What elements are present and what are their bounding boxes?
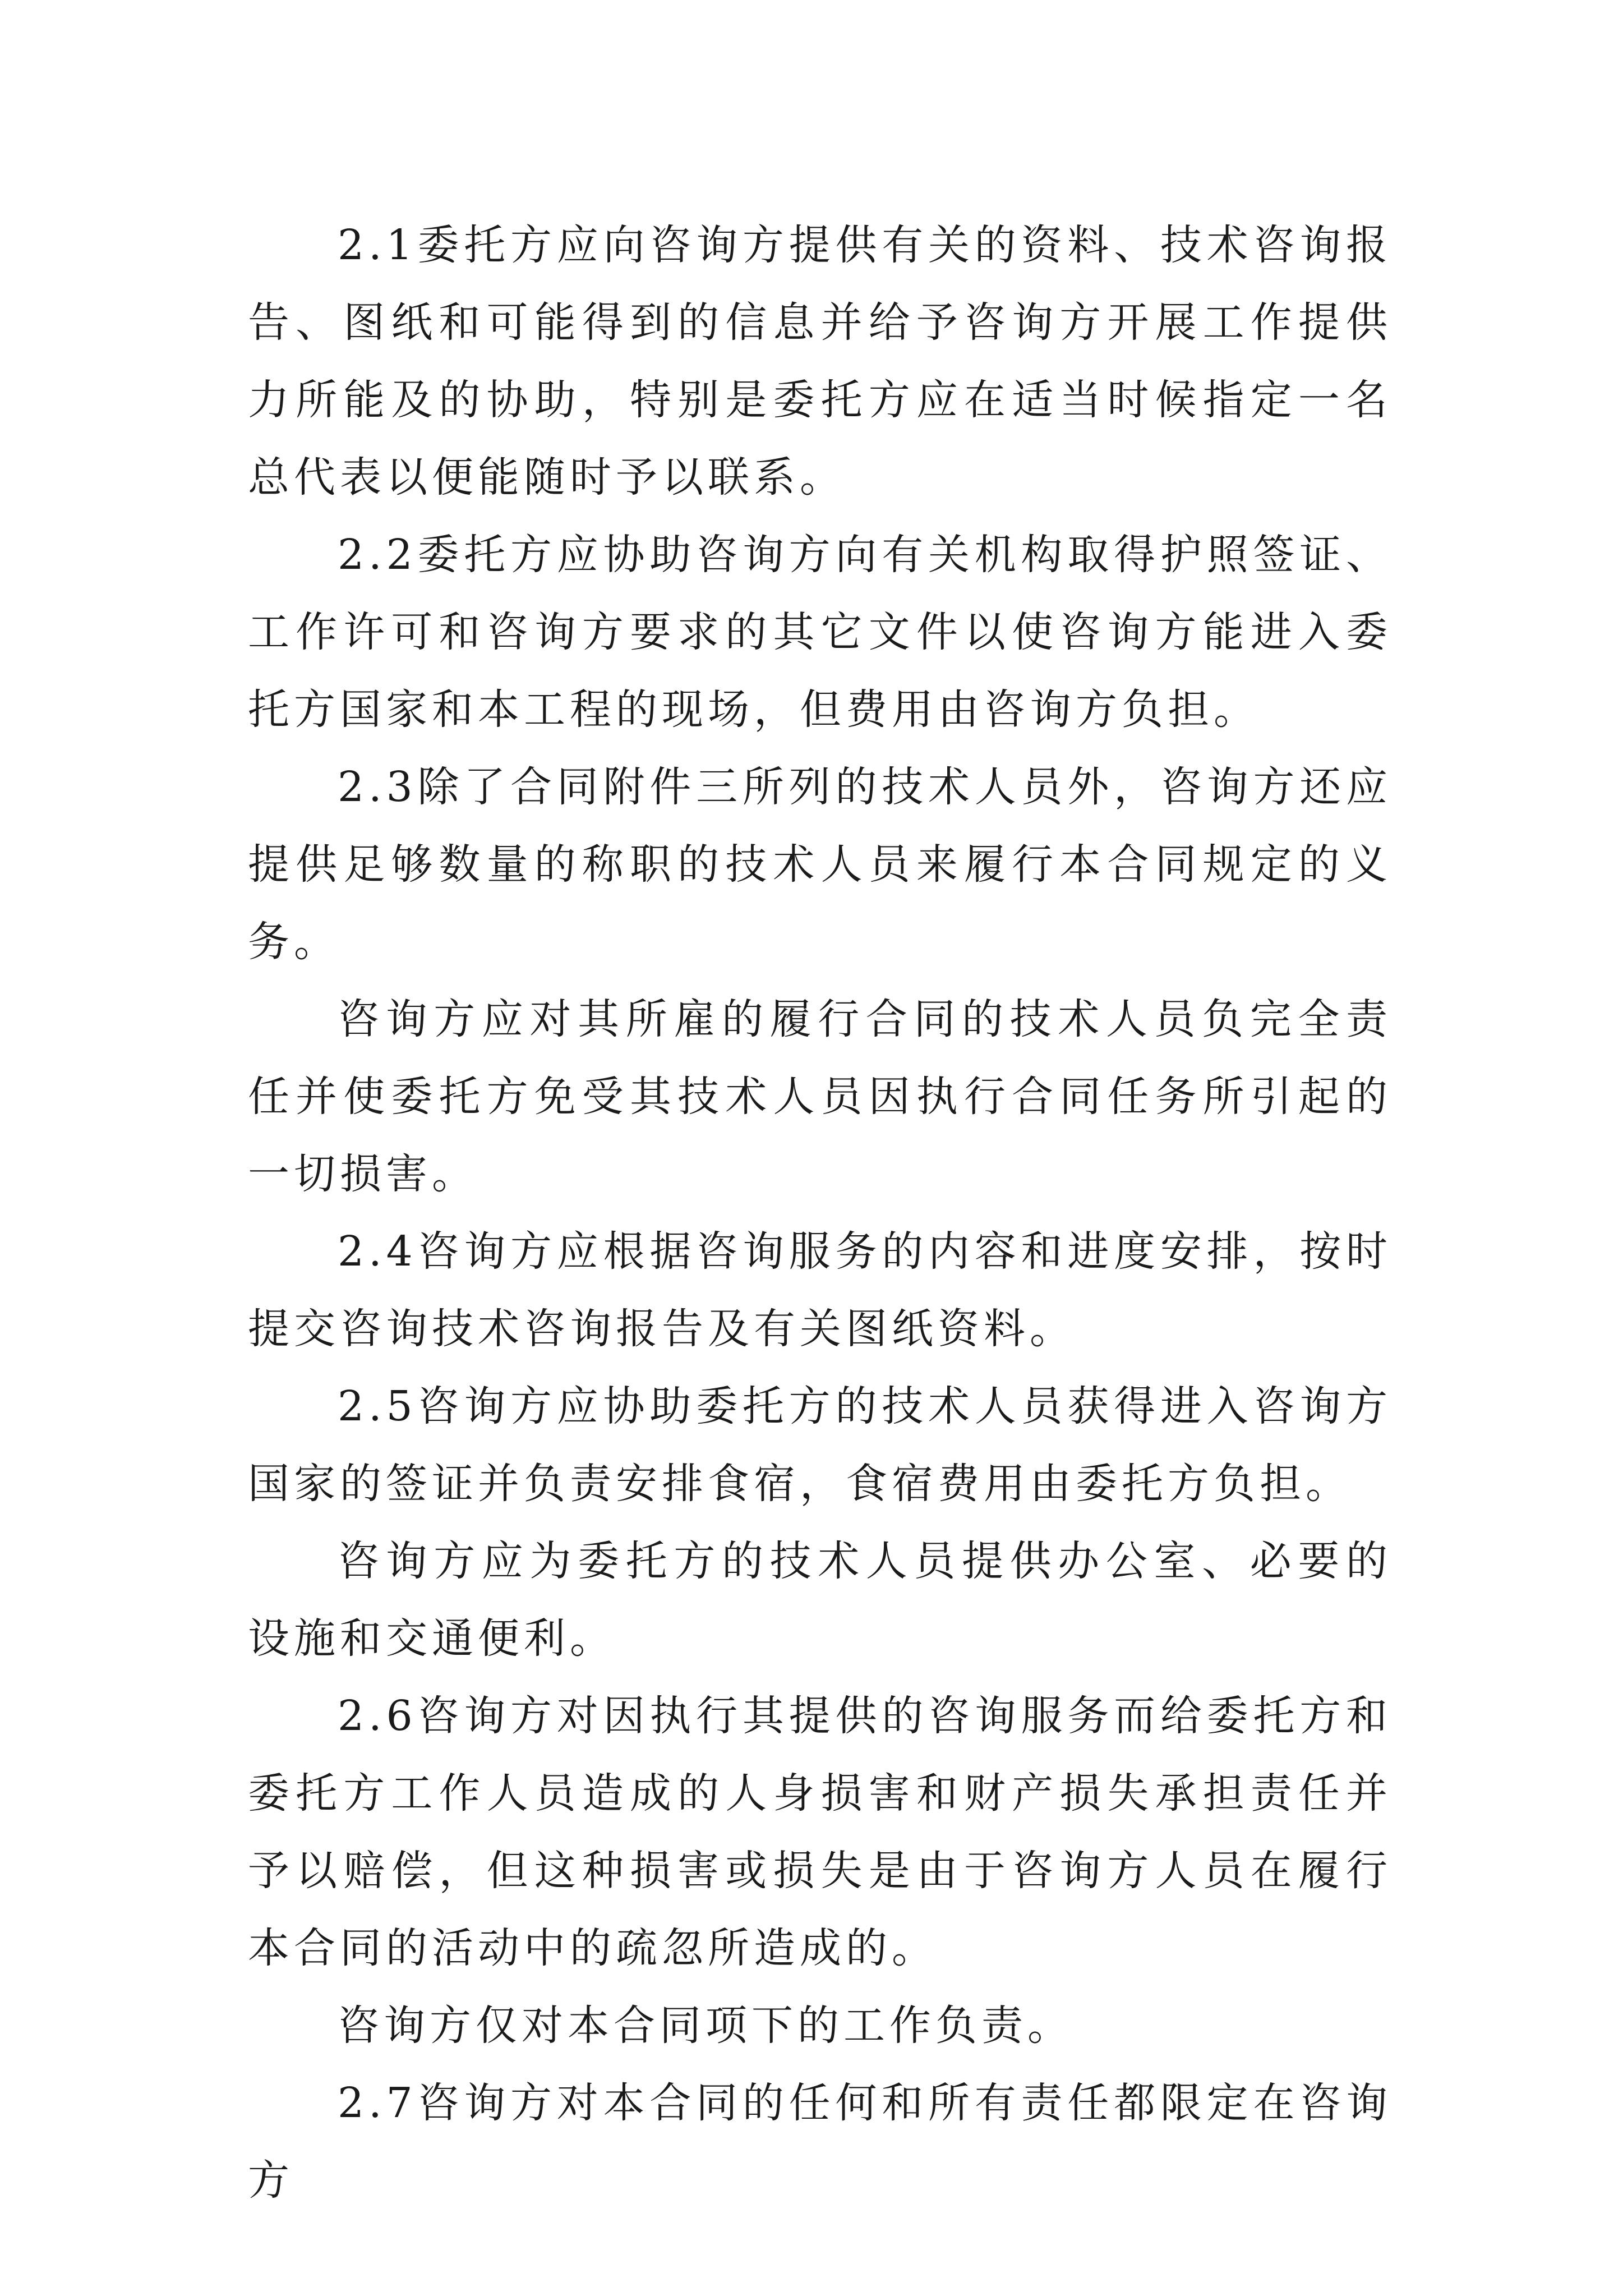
clause-2-5: 2.5咨询方应协助委托方的技术人员获得进入咨询方国家的签证并负责安排食宿，食宿费用由委托方负担。 bbox=[248, 1382, 1392, 1508]
clause-2-3-continued: 咨询方应对其所雇的履行合同的技术人员负完全责任并使委托方免受其技术人员因执行合同任务所引起的一切损害。 bbox=[248, 995, 1392, 1198]
clause-2-1: 2.1委托方应向咨询方提供有关的资料、技术咨询报告、图纸和可能得到的信息并给予咨询方开展工作提供力所能及的协助，特别是委托方应在适当时候指定一名总代表以便能随时予以联系。 bbox=[248, 221, 1392, 501]
clause-2-7: 2.7咨询方对本合同的任何和所有责任都限定在咨询方 bbox=[248, 2079, 1392, 2205]
document-body bbox=[248, 206, 1392, 2219]
clause-2-3: 2.3除了合同附件三所列的技术人员外，咨询方还应提供足够数量的称职的技术人员来履行本合同规定的义务。 bbox=[248, 763, 1392, 966]
clause-2-6-continued: 咨询方仅对本合同项下的工作负责。 bbox=[338, 2001, 1073, 2050]
clause-2-4: 2.4咨询方应根据咨询服务的内容和进度安排，按时提交咨询技术咨询报告及有关图纸资料。 bbox=[248, 1227, 1392, 1353]
clause-2-6: 2.6咨询方对因执行其提供的咨询服务而给委托方和委托方工作人员造成的人身损害和财产损失承担责任并予以赔偿，但这种损害或损失是由于咨询方人员在履行本合同的活动中的疏忽所造成的。 bbox=[248, 1692, 1392, 1972]
clause-2-2: 2.2委托方应协助咨询方向有关机构取得护照签证、工作许可和咨询方要求的其它文件以使咨询方能进入委托方国家和本工程的现场，但费用由咨询方负担。 bbox=[248, 531, 1392, 734]
clause-2-5-continued: 咨询方应为委托方的技术人员提供办公室、必要的设施和交通便利。 bbox=[248, 1537, 1392, 1663]
